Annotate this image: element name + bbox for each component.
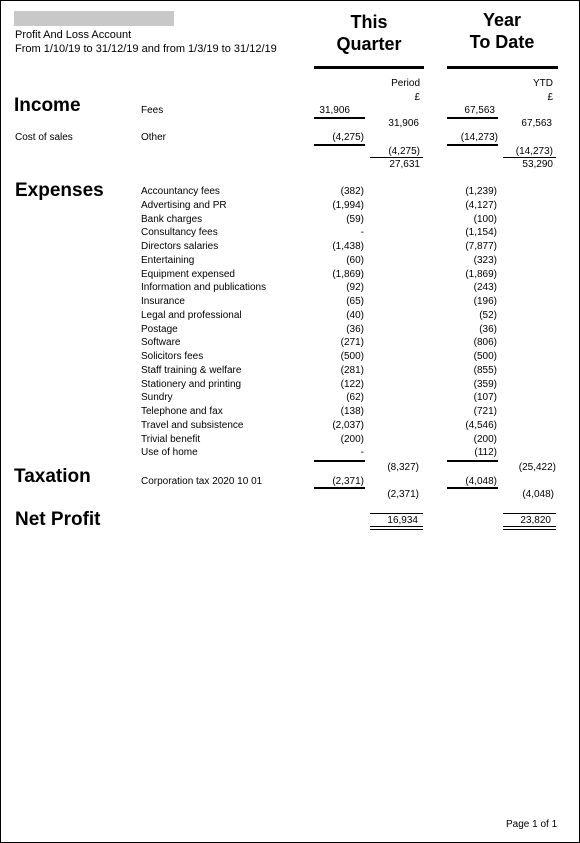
expense-ytd: (855): [473, 365, 497, 376]
expenses-total-period: (8,327): [387, 462, 419, 473]
expenses-heading: Expenses: [15, 180, 104, 201]
gross-period-rule: [370, 157, 423, 158]
income-line-ytd: 67,563: [464, 105, 495, 116]
expense-period: (382): [340, 186, 364, 197]
expense-period: (62): [346, 392, 364, 403]
expense-label: Software: [141, 337, 181, 348]
expense-period: (1,869): [332, 269, 364, 280]
expense-label: Legal and professional: [141, 310, 242, 321]
expense-period: (59): [346, 214, 364, 225]
period-label: Period: [391, 78, 420, 89]
expense-ytd: (806): [473, 337, 497, 348]
cost-of-sales-total-ytd: (14,273): [515, 146, 553, 157]
net-profit-ytd-double-rule-1: [503, 526, 556, 527]
income-line-label: Fees: [141, 105, 164, 116]
expense-ytd: (100): [473, 214, 497, 225]
net-profit-period: 16,934: [387, 515, 418, 526]
cost-of-sales-line-period: (4,275): [332, 132, 364, 143]
cost-of-sales-line-ytd: (14,273): [460, 132, 498, 143]
expense-ytd: (1,869): [465, 269, 497, 280]
expense-label: Postage: [141, 324, 178, 335]
expense-ytd: (112): [474, 447, 497, 458]
expense-period: (122): [340, 379, 364, 390]
expense-period: (281): [340, 365, 364, 376]
net-profit-period-double-rule-1: [370, 526, 423, 527]
taxation-line-period: (2,371): [332, 476, 364, 487]
cost-of-sales-heading: Cost of sales: [15, 132, 73, 143]
expense-label: Staff training & welfare: [141, 365, 242, 376]
expense-label: Insurance: [141, 296, 185, 307]
expense-ytd: (36): [479, 324, 497, 335]
expense-period: (1,438): [332, 241, 364, 252]
expense-period: (92): [346, 282, 364, 293]
ytd-header-rule: [447, 66, 558, 69]
expense-label: Telephone and fax: [141, 406, 223, 417]
cost-of-sales-total-period: (4,275): [388, 146, 420, 157]
report-period: From 1/10/19 to 31/12/19 and from 1/3/19 to 31/12/19: [15, 43, 277, 55]
cos-ytd-rule: [447, 144, 498, 146]
expense-ytd: (1,239): [465, 186, 497, 197]
expense-ytd: (359): [473, 379, 497, 390]
page-number: Page 1 of 1: [506, 819, 558, 830]
taxation-ytd-rule: [447, 487, 498, 489]
expense-ytd: (721): [473, 406, 497, 417]
expense-label: Advertising and PR: [141, 200, 227, 211]
ytd-currency: £: [547, 92, 553, 103]
expense-period: (138): [340, 406, 364, 417]
expense-period: (60): [346, 255, 364, 266]
expense-period: (36): [346, 324, 364, 335]
expense-label: Sundry: [141, 392, 173, 403]
expense-ytd: (200): [473, 434, 497, 445]
taxation-heading: Taxation: [14, 466, 91, 487]
gross-profit-ytd: 53,290: [522, 159, 553, 170]
expense-period: (271): [340, 337, 364, 348]
expense-ytd: (7,877): [465, 241, 497, 252]
expenses-total-ytd: (25,422): [518, 462, 556, 473]
taxation-line-ytd: (4,048): [465, 476, 497, 487]
net-profit-heading: Net Profit: [15, 509, 101, 530]
expense-ytd: (4,546): [465, 420, 497, 431]
ytd-header-line2: To Date: [469, 32, 535, 52]
expense-period: (2,037): [332, 420, 364, 431]
income-total-ytd: 67,563: [521, 118, 552, 129]
expense-period: (1,994): [332, 200, 364, 211]
ytd-label: YTD: [533, 78, 553, 89]
taxation-total-period: (2,371): [387, 489, 419, 500]
taxation-period-rule: [314, 487, 365, 489]
expense-ytd: (4,127): [465, 200, 497, 211]
quarter-header-rule: [314, 66, 424, 69]
net-profit-ytd-double-rule-2: [503, 529, 556, 530]
ytd-header: [447, 9, 557, 53]
gross-ytd-rule: [503, 157, 556, 158]
ytd-header-line1: Year: [482, 10, 522, 30]
net-profit-ytd: 23,820: [520, 515, 551, 526]
expense-label: Directors salaries: [141, 241, 219, 252]
expense-label: Equipment expensed: [141, 269, 235, 280]
quarter-header-line2: Quarter: [336, 34, 402, 54]
expense-ytd: (107): [473, 392, 497, 403]
income-heading: Income: [14, 95, 81, 116]
expense-ytd: (52): [479, 310, 497, 321]
quarter-header: [314, 11, 424, 55]
income-period-rule: [314, 117, 365, 119]
income-total-period: 31,906: [388, 118, 419, 129]
expense-ytd: (323): [473, 255, 497, 266]
redacted-company-name: [14, 11, 174, 26]
expense-ytd: (1,154): [465, 227, 497, 238]
expense-period: (65): [346, 296, 364, 307]
expense-label: Bank charges: [141, 214, 203, 225]
gross-profit-period: 27,631: [389, 159, 420, 170]
expense-label: Solicitors fees: [141, 351, 204, 362]
taxation-total-ytd: (4,048): [522, 489, 554, 500]
expense-label: Travel and subsistence: [141, 420, 244, 431]
expense-period: (500): [340, 351, 364, 362]
expense-ytd: (243): [473, 282, 497, 293]
expense-period: -: [360, 447, 364, 458]
period-currency: £: [414, 92, 420, 103]
expense-label: Accountancy fees: [141, 186, 220, 197]
net-profit-period-double-rule-2: [370, 529, 423, 530]
expense-ytd: (500): [473, 351, 497, 362]
expenses-period-rule: [314, 460, 365, 462]
expense-period: (40): [346, 310, 364, 321]
cost-of-sales-line-label: Other: [141, 132, 167, 143]
expense-period: (200): [340, 434, 364, 445]
net-profit-ytd-top-rule: [503, 513, 556, 514]
taxation-line-label: Corporation tax 2020 10 01: [141, 476, 263, 487]
expense-label: Use of home: [141, 447, 198, 458]
net-profit-period-top-rule: [370, 513, 423, 514]
expense-label: Consultancy fees: [141, 227, 218, 238]
expense-period: -: [360, 227, 364, 238]
report-title: Profit And Loss Account: [15, 29, 132, 41]
expense-label: Entertaining: [141, 255, 195, 266]
expenses-ytd-rule: [447, 460, 498, 462]
income-ytd-rule: [447, 117, 498, 119]
cos-period-rule: [314, 144, 365, 146]
expense-label: Stationery and printing: [141, 379, 242, 390]
expense-label: Trivial benefit: [141, 434, 201, 445]
expense-label: Information and publications: [141, 282, 267, 293]
expense-ytd: (196): [473, 296, 497, 307]
quarter-header-line1: This: [350, 12, 388, 32]
income-line-period: 31,906: [319, 105, 350, 116]
